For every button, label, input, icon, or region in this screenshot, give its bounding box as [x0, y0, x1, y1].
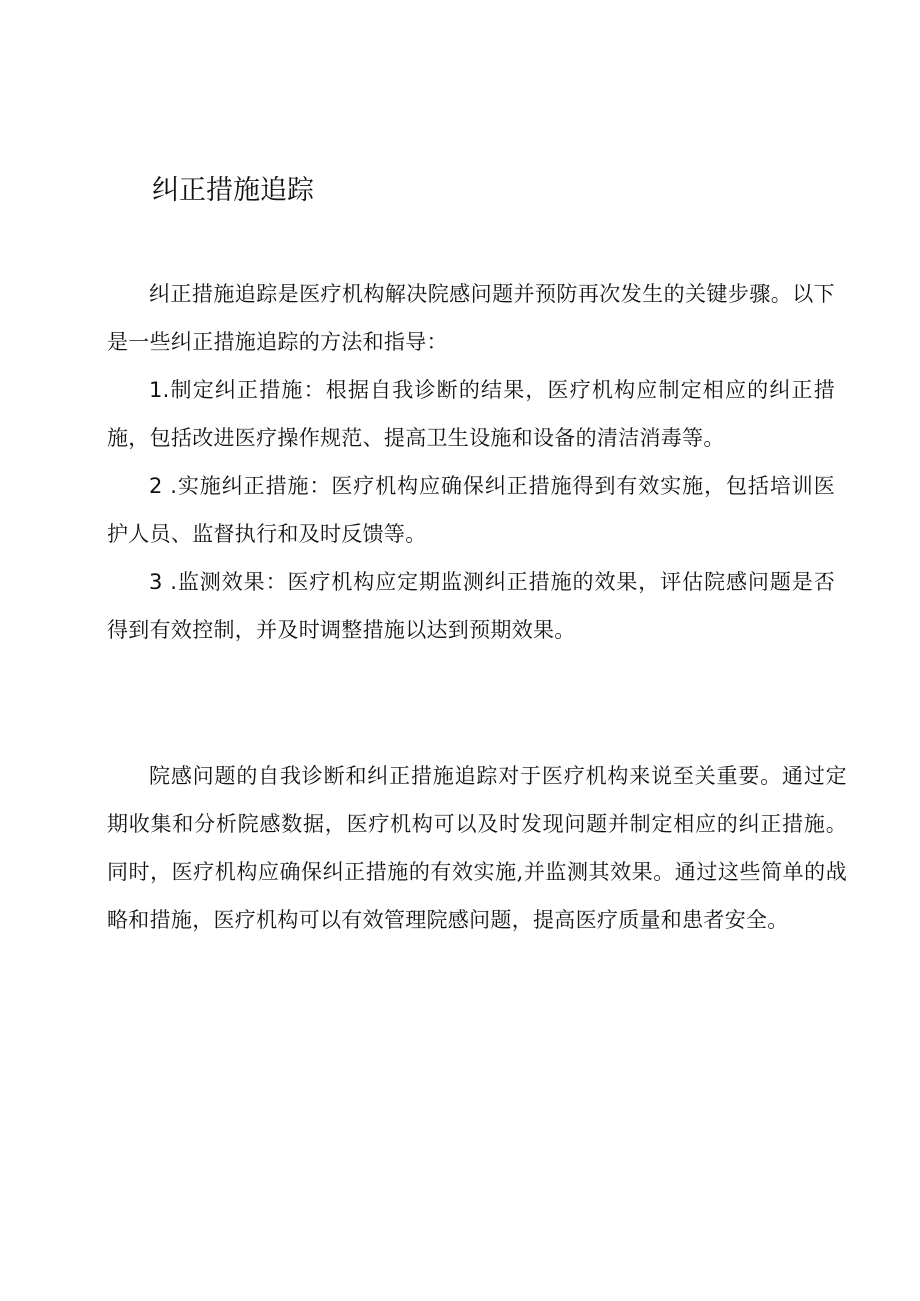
- list-item-text: 制定纠正措施：根据自我诊断的结果，医疗机构应制定相应的纠正措施，包括改进医疗操作规范、提高卫生设施和设备的清洁消毒等。: [107, 378, 835, 450]
- intro-paragraph: [107, 270, 835, 366]
- list-item: [107, 462, 835, 558]
- conclusion-text: 院感问题的自我诊断和纠正措施追踪对于医疗机构来说至关重要。通过定期收集和分析院感数据，医疗机构可以及时发现问题并制定相应的纠正措施。同时，医疗机构应确保纠正措施的有效实施,并监测其效果。通过这些简单的战略和措施，医疗机构可以有效管理院感问题，提高医疗质量和患者安全。: [107, 764, 847, 932]
- conclusion-paragraph: [107, 752, 847, 944]
- page-title: 纠正措施追踪: [152, 175, 314, 206]
- list-item-text: 实施纠正措施：医疗机构应确保纠正措施得到有效实施，包括培训医护人员、监督执行和及时反馈等。: [107, 474, 835, 546]
- list-item-number: 1.: [149, 378, 170, 402]
- intro-text: 纠正措施追踪是医疗机构解决院感问题并预防再次发生的关键步骤。以下是一些纠正措施追踪的方法和指导：: [107, 282, 835, 354]
- list-item-text: 监测效果：医疗机构应定期监测纠正措施的效果，评估院感问题是否得到有效控制，并及时调整措施以达到预期效果。: [107, 570, 835, 642]
- list-item-number: 3 .: [149, 570, 178, 594]
- list-item-number: 2 .: [149, 474, 178, 498]
- list-item: [107, 366, 835, 462]
- list-item: [107, 558, 835, 654]
